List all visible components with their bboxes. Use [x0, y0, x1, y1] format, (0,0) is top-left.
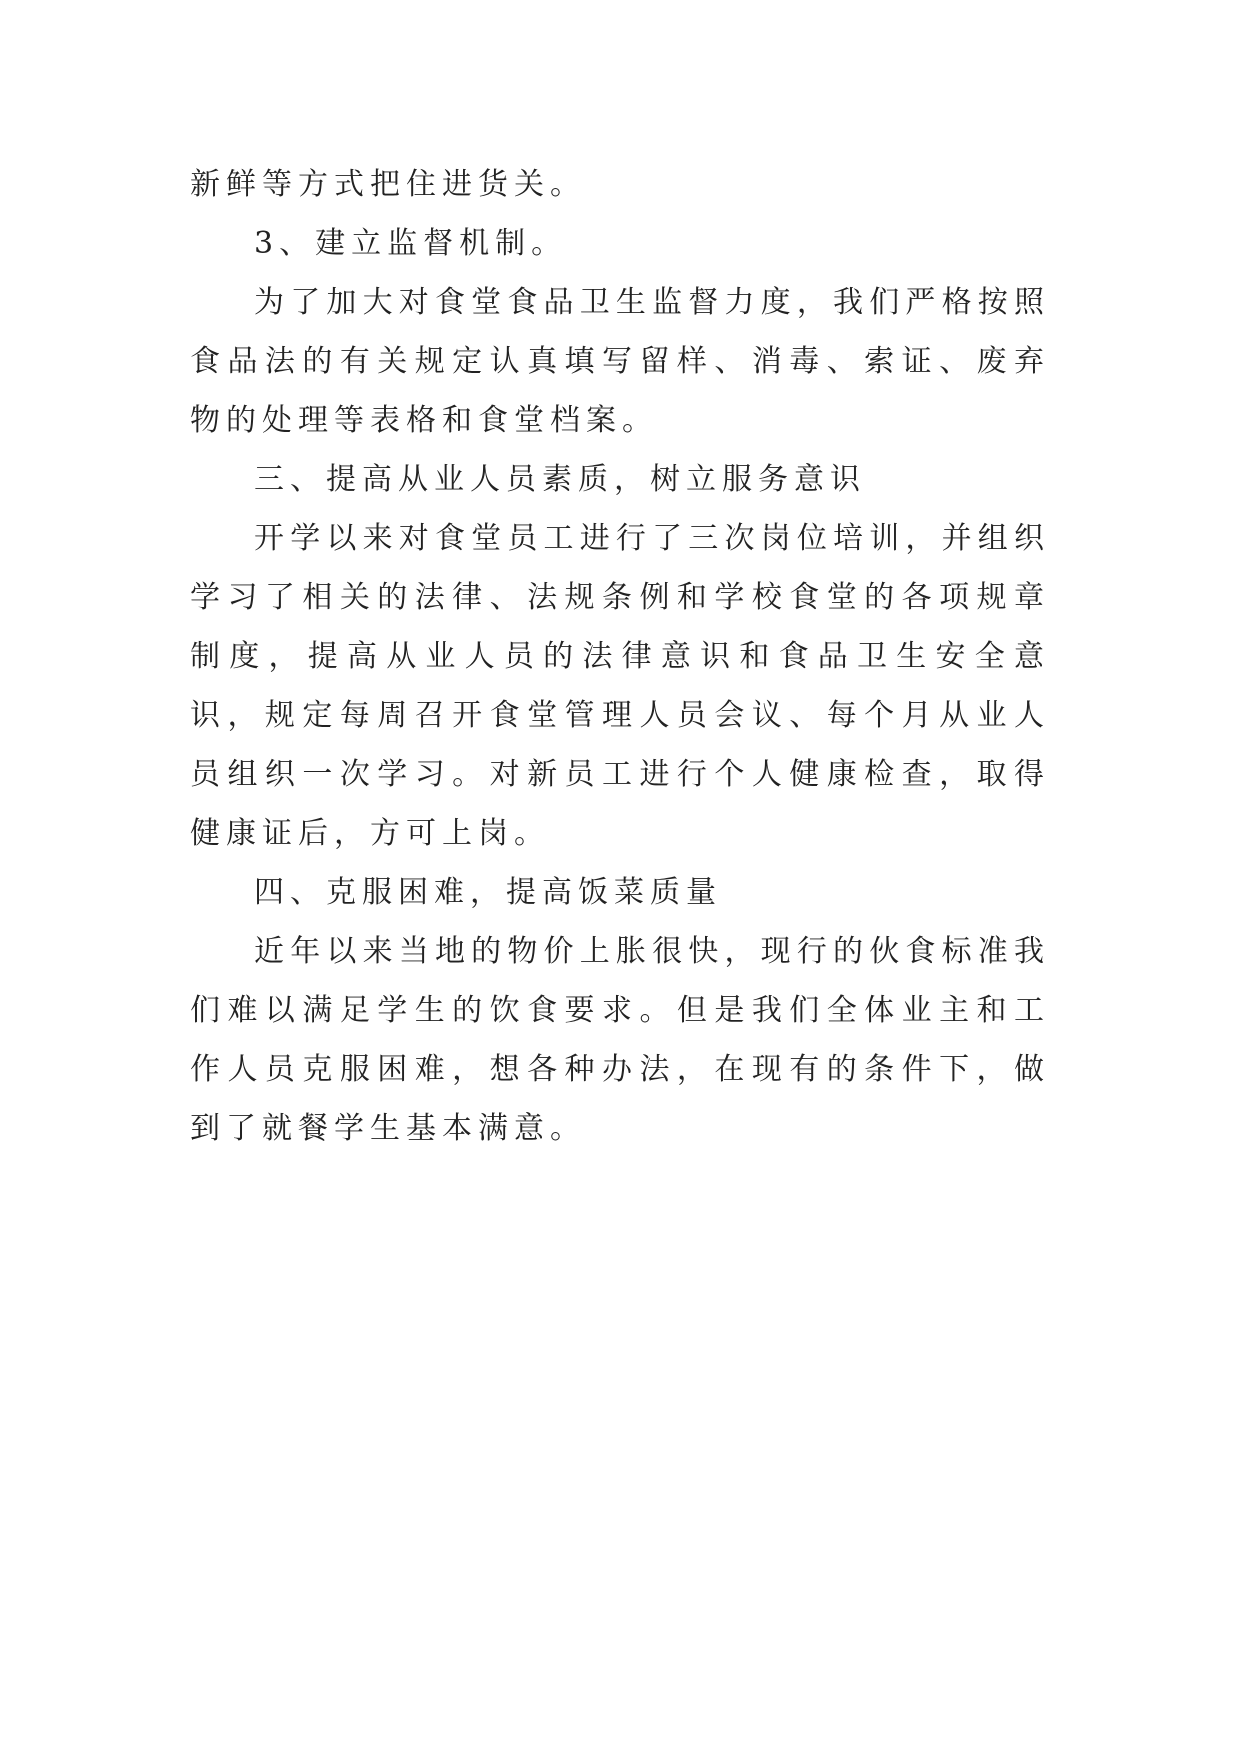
paragraph-meal-quality: 近年以来当地的物价上胀很快，现行的伙食标准我们难以满足学生的饮食要求。但是我们全体业主和工作人员克服困难，想各种办法，在现有的条件下，做到了就餐学生基本满意。: [190, 934, 1050, 1146]
heading-meal-quality: 四、克服困难，提高饭菜质量: [254, 875, 722, 910]
heading-supervision-mechanism: 3、建立监督机制。: [254, 226, 568, 261]
paragraph-continuation: 新鲜等方式把住进货关。: [190, 167, 586, 202]
paragraph-supervision: 为了加大对食堂食品卫生监督力度，我们严格按照食品法的有关规定认真填写留样、消毒、索证、废弃物的处理等表格和食堂档案。: [190, 285, 1050, 438]
heading-staff-quality: 三、提高从业人员素质，树立服务意识: [254, 462, 866, 497]
document-body: [190, 155, 1050, 1158]
paragraph-staff-training: 开学以来对食堂员工进行了三次岗位培训，并组织学习了相关的法律、法规条例和学校食堂的各项规章制度，提高从业人员的法律意识和食品卫生安全意识，规定每周召开食堂管理人员会议、每个月从业人员组织一次学习。对新员工进行个人健康检查，取得健康证后，方可上岗。: [190, 521, 1050, 851]
